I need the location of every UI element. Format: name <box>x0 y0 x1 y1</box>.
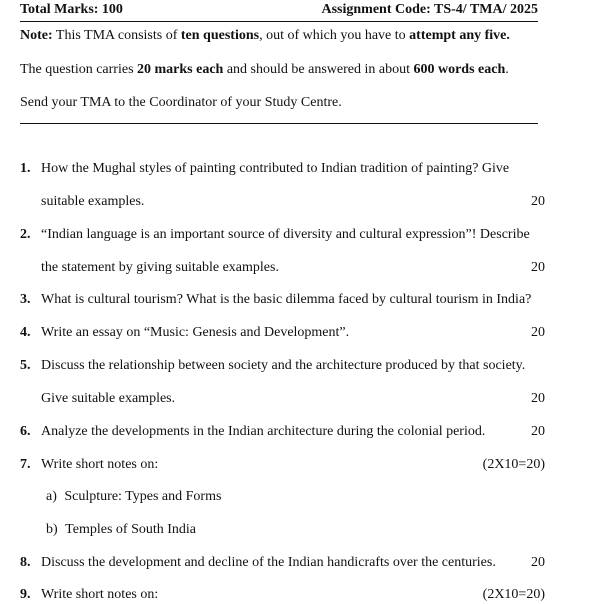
question-text: Write short notes on: <box>41 457 159 472</box>
note-bold: 600 words each <box>413 62 506 77</box>
note-bold: ten questions <box>180 28 260 43</box>
question-number: 1. <box>20 161 31 176</box>
note-text: The question carries <box>20 62 138 77</box>
question-text: Write short notes on: <box>41 587 159 602</box>
question-number: 7. <box>20 457 31 472</box>
question-text: Discuss the relationship between society and the architecture produced by that society. <box>41 358 526 373</box>
sub-item-text: Sculpture: Types and Forms <box>64 489 222 504</box>
question-marks: 20 <box>531 555 545 570</box>
note-bold: attempt any five. <box>409 28 510 43</box>
note-text: , out of which you have to <box>259 28 410 43</box>
question-text: Write an essay on “Music: Genesis and Development”. <box>41 325 350 340</box>
question-marks: 20 <box>531 424 545 439</box>
note-text: and should be answered in about <box>223 62 414 77</box>
note-line-1 <box>20 27 540 45</box>
note-text: This TMA consists of <box>52 28 181 43</box>
header-divider <box>20 21 538 22</box>
question-number: 8. <box>20 555 31 570</box>
question-marks: (2X10=20) <box>482 457 545 472</box>
question-text: suitable examples. <box>41 194 145 209</box>
note-divider <box>20 123 538 124</box>
assignment-code: Assignment Code: TS-4/ TMA/ 2025 <box>321 2 538 17</box>
question-text: “Indian language is an important source of diversity and cultural expression”! Describe <box>41 227 530 242</box>
sub-item-text: Temples of South India <box>65 522 197 537</box>
total-marks: Total Marks: 100 <box>20 2 123 17</box>
question-text: Analyze the developments in the Indian architecture during the colonial period. <box>41 424 486 439</box>
question-number: 3. <box>20 292 31 307</box>
note-label: Note: <box>20 28 53 43</box>
note-text: . <box>505 62 509 77</box>
note-bold: 20 marks each <box>137 62 224 77</box>
header-row <box>20 2 538 20</box>
question-marks: 20 <box>531 194 545 209</box>
question-number: 9. <box>20 587 31 602</box>
question-text: Give suitable examples. <box>41 391 176 406</box>
question-number: 4. <box>20 325 31 340</box>
sub-item-label: a) <box>46 489 57 504</box>
note-line-2 <box>20 61 540 79</box>
question-text: Discuss the development and decline of the Indian handicrafts over the centuries. <box>41 555 496 570</box>
question-marks: (2X10=20) <box>482 587 545 602</box>
sub-item-a <box>46 488 221 506</box>
question-text: What is cultural tourism? What is the basic dilemma faced by cultural tourism in India? <box>41 292 532 307</box>
note-text: Send your TMA to the Coordinator of your Study Centre. <box>20 95 342 110</box>
question-text: the statement by giving suitable examples. <box>41 260 279 275</box>
question-marks: 20 <box>531 260 545 275</box>
sub-item-b <box>46 521 196 539</box>
sub-item-label: b) <box>46 522 58 537</box>
question-text: How the Mughal styles of painting contributed to Indian tradition of painting? Give <box>41 161 510 176</box>
note-line-3 <box>20 94 540 112</box>
question-marks: 20 <box>531 391 545 406</box>
question-marks: 20 <box>531 325 545 340</box>
question-number: 6. <box>20 424 31 439</box>
question-number: 5. <box>20 358 31 373</box>
question-number: 2. <box>20 227 31 242</box>
